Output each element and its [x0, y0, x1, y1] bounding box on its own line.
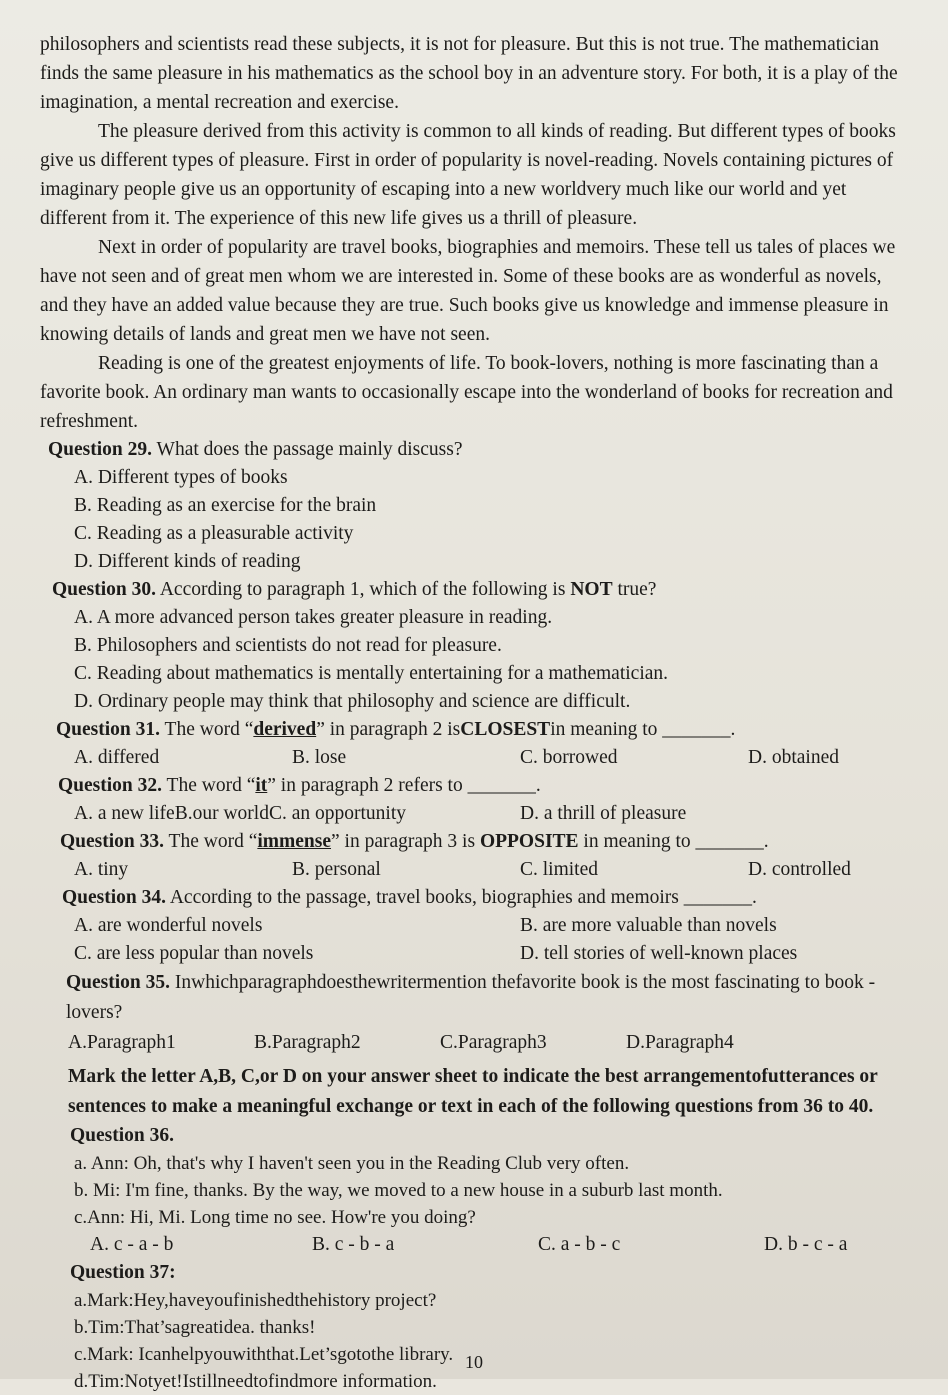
q35-option-a[interactable]: A.Paragraph1	[68, 1032, 176, 1053]
question-label: Question 33.	[60, 831, 165, 852]
target-word: immense	[257, 831, 332, 852]
q33-option-c[interactable]: C. limited	[520, 859, 598, 880]
question-keyword: CLOSEST	[460, 719, 551, 740]
question-label: Question 31.	[56, 719, 161, 740]
question-30	[52, 576, 912, 604]
q35-options	[40, 1028, 912, 1058]
question-keyword: OPPOSITE	[479, 831, 579, 852]
q30-option-a[interactable]: A. A more advanced person takes greater pleasure in reading.	[74, 607, 553, 628]
q37-line-a: a.Mark:Hey,haveyoufinishedthehistory project?	[74, 1290, 437, 1311]
question-text-end: ” in paragraph 2 refers to _______.	[267, 775, 541, 796]
q31-option-b[interactable]: B. lose	[292, 747, 347, 768]
q36-option-d[interactable]: D. b - c - a	[764, 1234, 848, 1255]
q34-option-c[interactable]: C. are less popular than novels	[74, 943, 314, 964]
q30-option-d[interactable]: D. Ordinary people may think that philosophy and science are difficult.	[74, 691, 631, 712]
passage-paragraph-2: The pleasure derived from this activity is common to all kinds of reading. But different types of books give us different types of pleasure. First in order of popularity is novel-reading. Novels containing pictures of imaginary people give us an opportunity of escaping into a new worldvery much like our world and yet different from it. The experience of this new life gives us a thrill of pleasure.	[40, 121, 896, 229]
question-32	[58, 772, 912, 800]
passage-paragraph-1-continued: philosophers and scientists read these subjects, it is not for pleasure. But this is not true. The mathematician finds the same pleasure in his mathematics as the school boy in an adventure story. For both, it is a play of the imagination, a mental recreation and exercise.	[40, 34, 898, 113]
question-text: Inwhichparagraphdoesthewritermention thefavorite book is the most fascinating to book - lovers?	[66, 972, 876, 1023]
question-text: The word “	[164, 719, 254, 740]
q29-option-b[interactable]: B. Reading as an exercise for the brain	[74, 495, 377, 516]
q31-option-c[interactable]: C. borrowed	[520, 747, 618, 768]
question-label: Question 35.	[66, 972, 171, 993]
question-text: According to paragraph 1, which of the following is	[159, 579, 566, 600]
question-keyword: NOT	[570, 579, 613, 600]
q29-option-a[interactable]: A. Different types of books	[74, 467, 288, 488]
question-text-mid: ” in paragraph 2 is	[316, 719, 461, 740]
section-instruction: Mark the letter A,B, C,or D on your answer sheet to indicate the best arrangementofutterances or sentences to make a meaningful exchange or text in each of the following questions from 36 to 40.	[68, 1066, 878, 1117]
page-number: 10	[465, 1352, 483, 1372]
target-word: derived	[253, 719, 317, 740]
q30-option-c[interactable]: C. Reading about mathematics is mentally entertaining for a mathematician.	[74, 663, 669, 684]
question-text-mid: ” in paragraph 3 is	[331, 831, 476, 852]
q29-option-c[interactable]: C. Reading as a pleasurable activity	[74, 523, 354, 544]
q36-option-c[interactable]: C. a - b - c	[538, 1234, 621, 1255]
question-35	[66, 968, 912, 1028]
q35-option-b[interactable]: B.Paragraph2	[254, 1032, 361, 1053]
question-36-label: Question 36.	[70, 1125, 175, 1146]
q31-options	[40, 744, 912, 772]
q34-options-row-2	[40, 940, 912, 968]
q33-option-a[interactable]: A. tiny	[74, 859, 129, 880]
question-text: According to the passage, travel books, biographies and memoirs _______.	[169, 887, 757, 908]
question-text-end: in meaning to _______.	[550, 719, 736, 740]
q33-option-b[interactable]: B. personal	[292, 859, 381, 880]
q29-option-d[interactable]: D. Different kinds of reading	[74, 551, 301, 572]
question-37-label: Question 37:	[70, 1262, 176, 1283]
question-text-end: in meaning to _______.	[583, 831, 769, 852]
q36-line-a: a. Ann: Oh, that's why I haven't seen you in the Reading Club very often.	[74, 1153, 630, 1174]
question-34	[62, 884, 912, 912]
question-text: The word “	[168, 831, 258, 852]
q30-option-b[interactable]: B. Philosophers and scientists do not read for pleasure.	[74, 635, 502, 656]
q35-option-c[interactable]: C.Paragraph3	[440, 1032, 547, 1053]
q35-option-d[interactable]: D.Paragraph4	[626, 1032, 734, 1053]
question-label: Question 32.	[58, 775, 163, 796]
passage-paragraph-4: Reading is one of the greatest enjoyments of life. To book-lovers, nothing is more fascinating than a favorite book. An ordinary man wants to occasionally escape into the wonderland of books for recreation and refreshment.	[40, 353, 893, 432]
question-label: Question 30.	[52, 579, 157, 600]
q37-line-b: b.Tim:That’sagreatidea. thanks!	[74, 1317, 316, 1338]
q36-line-b: b. Mi: I'm fine, thanks. By the way, we moved to a new house in a suburb last month.	[74, 1180, 723, 1201]
question-label: Question 34.	[62, 887, 167, 908]
question-text: The word “	[166, 775, 256, 796]
q36-options	[40, 1231, 912, 1259]
question-29	[48, 436, 912, 464]
q32-options	[40, 800, 912, 828]
q32-option-d[interactable]: D. a thrill of pleasure	[520, 803, 687, 824]
q31-option-a[interactable]: A. differed	[74, 747, 160, 768]
question-label: Question 29.	[48, 439, 153, 460]
target-word: it	[255, 775, 268, 796]
question-33	[60, 828, 912, 856]
q37-line-c: c.Mark: Icanhelpyouwiththat.Let’sgotothe library.	[74, 1344, 454, 1365]
q34-options-row-1	[40, 912, 912, 940]
q37-line-d: d.Tim:Notyet!Istillneedtofindmore information.	[74, 1371, 437, 1392]
q34-option-d[interactable]: D. tell stories of well-known places	[520, 943, 798, 964]
question-text-end: true?	[617, 579, 657, 600]
question-text: What does the passage mainly discuss?	[156, 439, 463, 460]
q36-option-b[interactable]: B. c - b - a	[312, 1234, 395, 1255]
q33-option-d[interactable]: D. controlled	[748, 859, 851, 880]
q36-option-a[interactable]: A. c - a - b	[90, 1234, 174, 1255]
q34-option-b[interactable]: B. are more valuable than novels	[520, 915, 777, 936]
question-31	[56, 716, 912, 744]
q36-line-c: c.Ann: Hi, Mi. Long time no see. How're you doing?	[74, 1207, 476, 1228]
passage-paragraph-3: Next in order of popularity are travel books, biographies and memoirs. These tell us tales of places we have not seen and of great men whom we are interested in. Some of these books are as wonderful as novels, and they have an added value because they are true. Such books give us knowledge and immense pleasure in knowing details of lands and great men we have not seen.	[40, 237, 896, 345]
q33-options	[40, 856, 912, 884]
q34-option-a[interactable]: A. are wonderful novels	[74, 915, 263, 936]
q31-option-d[interactable]: D. obtained	[748, 747, 839, 768]
q32-options-a-b-c[interactable]: A. a new lifeB.our worldC. an opportunity	[74, 803, 406, 824]
